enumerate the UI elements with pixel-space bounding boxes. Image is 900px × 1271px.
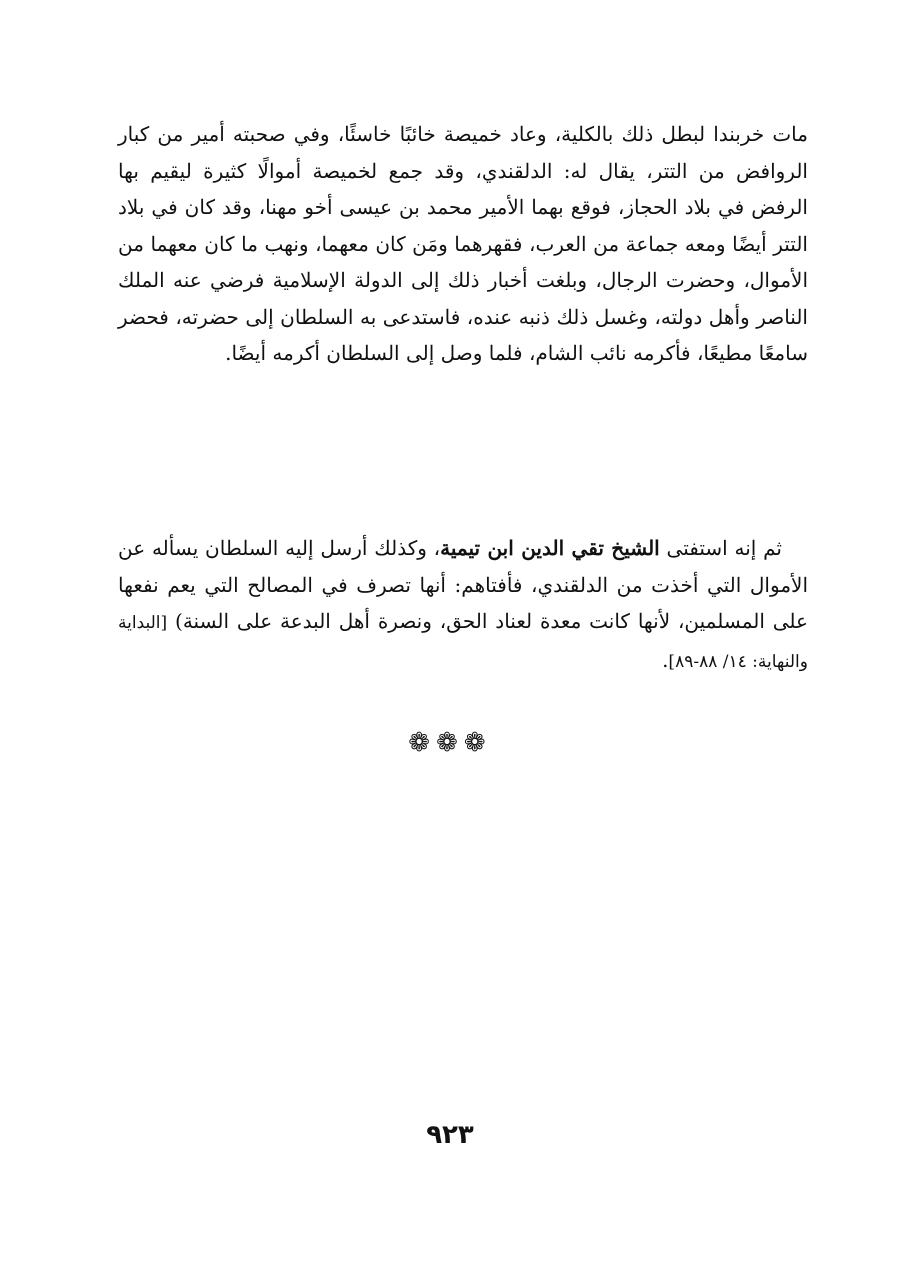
source-citation: [البداية والنهاية: ١٤/ ٨٨-٨٩] <box>118 613 808 672</box>
section-divider <box>0 728 900 758</box>
paragraph-2-intro: ثم إنه استفتى <box>659 536 783 560</box>
paragraph-1: مات خربندا لبطل ذلك بالكلية، وعاد خميصة خائبًا خاسئًا، وفي صحبته أمير من كبار الروافض من التتر، يقال له: الدلقندي، وقد جمع لخميصة أموالًا كثيرة ليقيم بها الرفض في بلاد الحجاز، فوقع بهما الأمير محمد بن عيسى أخو مهنا، وقد كان في بلاد التتر أيضًا ومعه جماعة من العرب، فقهرهما ومَن كان معهما، ونهب ما كان معهما من الأموال، وحضرت الرجال، وبلغت أخبار ذلك إلى الدولة الإسلامية فرضي عنه الملك الناصر وأهل دولته، وغسل ذلك ذنبه عنده، فاستدعى به السلطان إلى حضرته، فحضر سامعًا مطيعًا، فأكرمه نائب الشام، فلما وصل إلى السلطان أكرمه أيضًا. <box>118 122 808 365</box>
paragraph-2-body: ، وكذلك أرسل إليه السلطان يسأله عن الأموال التي أخذت من الدلقندي، فأفتاهم: أنها تصرف في المصالح التي يعم نفعها على المسلمين، لأنها كانت معدة لعناد الحق، ونصرة أهل البدعة على السنة) <box>118 536 808 633</box>
flower-ornament-icon: ❁ <box>463 728 492 758</box>
paragraph-2-end: . <box>662 647 669 672</box>
paragraph-2 <box>118 530 808 680</box>
page-number: ٩٢٣ <box>426 1120 474 1150</box>
flower-ornament-icon: ❁ <box>436 728 464 758</box>
flower-ornament-icon: ❁ <box>408 728 437 758</box>
scholar-name: الشيخ تقي الدين ابن تيمية <box>440 536 660 560</box>
